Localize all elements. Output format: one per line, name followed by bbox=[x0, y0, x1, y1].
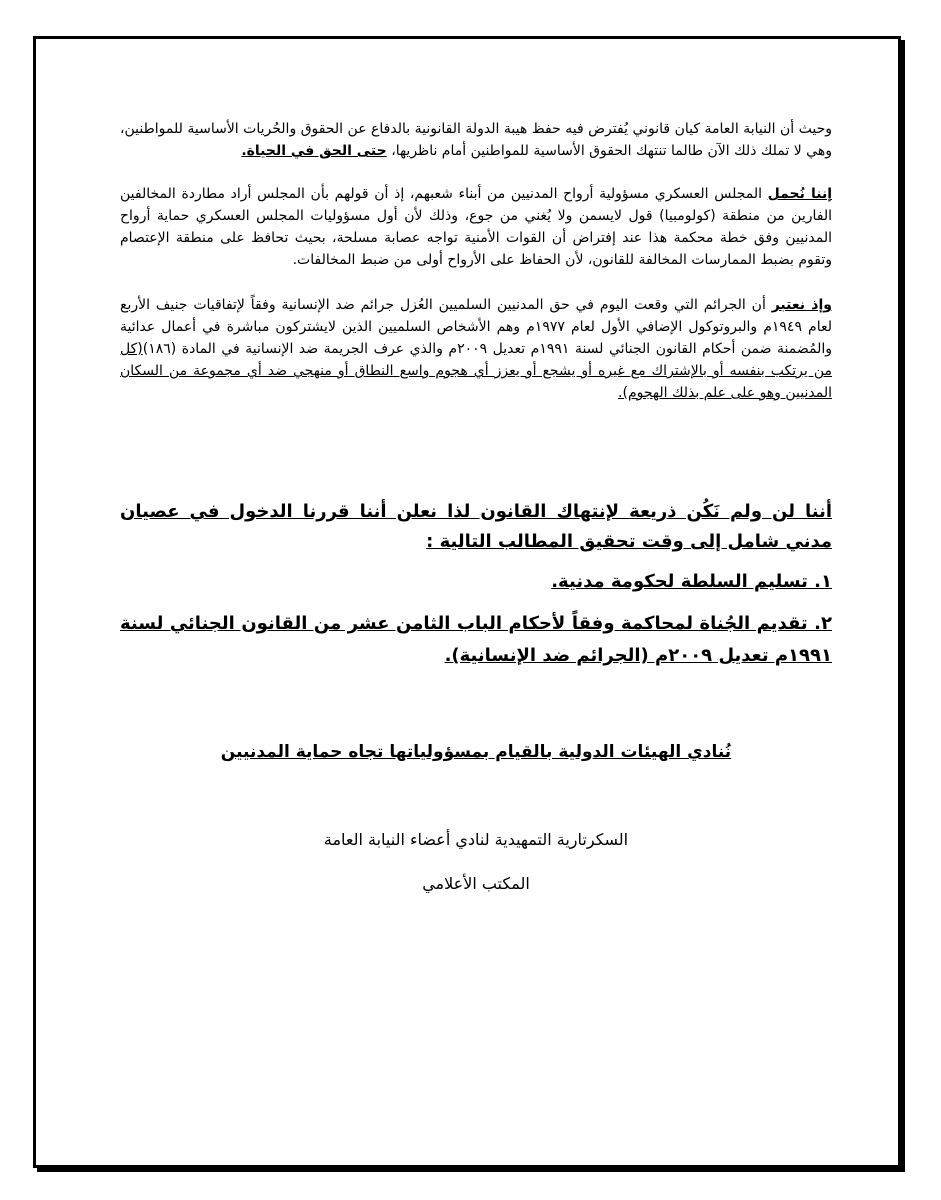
paragraph-lead: وإذ نعتبر bbox=[771, 297, 832, 313]
demand-item-1: ١. تسليم السلطة لحكومة مدنية. bbox=[551, 571, 832, 592]
paragraph-crimes-against-humanity bbox=[120, 294, 832, 404]
emphasis-right-to-life: حتى الحق في الحياة. bbox=[241, 143, 387, 159]
paragraph-text: وحيث أن النيابة العامة كيان قانوني يُفترض فيه حفظ هيبة الدولة القانونية بالدفاع عن الحقوق والحُريات الأساسية للمواطنين، وهي لا تملك ذلك الآن طالما تنتهك الحقوق الأساسية للمواطنين أمام ناظريها، bbox=[120, 121, 832, 159]
paragraph-text: المجلس العسكري مسؤولية أرواح المدنيين من أبناء شعبهم، إذ أن قولهم بأن المجلس أراد مطاردة المخالفين الفارين من منطقة (كولومبيا) قول لايسمن ولا يُغني من جوع، وذلك لأن أول مسؤوليات المجلس العسكري حماية أرواح المدنيين وفق خطة محكمة هذا عند إفتراض أن القوات الأمنية تواجه عصابة مسلحة، بحيث تحافظ على منطقة الإعتصام وتقوم بضبط الممارسات المخالفة للقانون، لأن الحفاظ على الأرواح أولى من ضبط المخالفات. bbox=[120, 186, 832, 268]
signature-line-1: السكرتارية التمهيدية لنادي أعضاء النيابة العامة bbox=[323, 830, 629, 849]
legal-quote: (كل من يرتكب بنفسه أو بالإشتراك مع غيره أو يشجع أو يعزز أي هجوم واسع النطاق أو منهجي ضد أي مجموعة من السكان المدنيين وهو على علم بذلك الهجوم). bbox=[120, 341, 832, 401]
demand-item-2: ٢. تقديم الجُناة لمحاكمة وفقاً لأحكام الباب الثامن عشر من القانون الجنائي لسنة ١٩٩١م تعديل ٢٠٠٩م (الجرائم ضد الإنسانية). bbox=[120, 613, 832, 666]
demands-intro: أننا لن ولم نَكُن ذريعة لإنتهاك القانون لذا نعلن أننا قررنا الدخول في عصيان مدني شامل إلى وقت تحقيق المطالب التالية : bbox=[120, 501, 832, 552]
paragraph-prosecution-role bbox=[120, 118, 832, 162]
paragraph-text: أن الجرائم التي وقعت اليوم في حق المدنيين السلميين العُزل جرائم ضد الإنسانية وفقاً لإتفاقيات جنيف الأربع لعام ١٩٤٩م والبروتوكول الإضافي الأول لعام ١٩٧٧م وهم الأشخاص السلميين الذين لايشتركون مباشرة في أعمال عدائية والمُضمنة ضمن أحكام القانون الجنائي لسنة ١٩٩١م تعديل ٢٠٠٩م والذي عرف الجريمة ضد الإنسانية في المادة (١٨٦) bbox=[120, 297, 832, 357]
signature-line-2: المكتب الأعلامي bbox=[422, 874, 530, 893]
paragraph-lead: إننا نُحمل bbox=[767, 186, 832, 202]
paragraph-military-council bbox=[120, 183, 832, 271]
international-call: نُنادي الهيئات الدولية بالقيام بمسؤولياتها تجاه حماية المدنيين bbox=[220, 742, 732, 762]
